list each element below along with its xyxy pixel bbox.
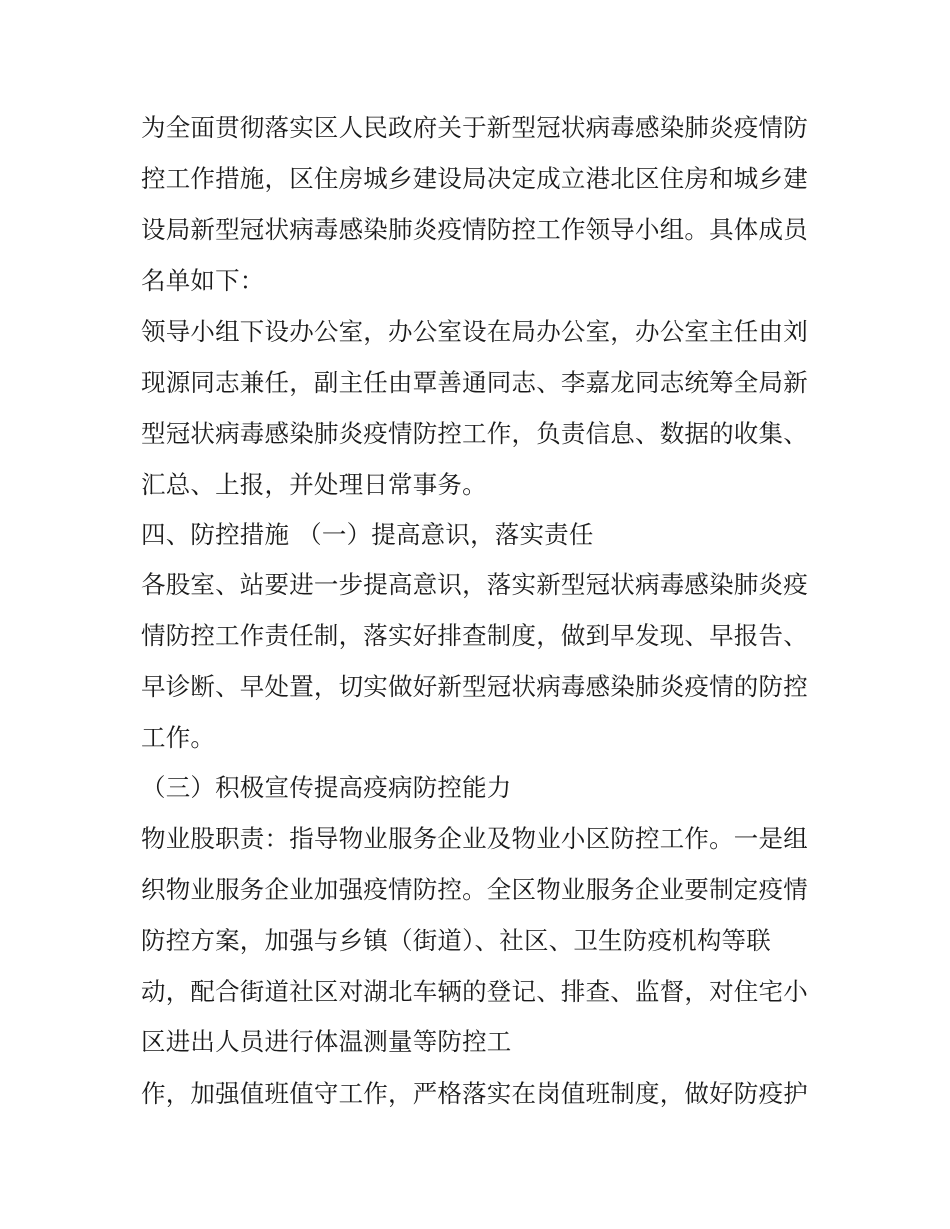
- section-heading: 四、防控措施 （一）提高意识，落实责任: [141, 520, 594, 549]
- text-line: 名单如下：: [141, 266, 265, 295]
- text-line: 设局新型冠状病毒感染肺炎疫情防控工作领导小组。具体成员: [141, 215, 808, 244]
- text-line: 作，加强值班值守工作，严格落实在岗值班制度，做好防疫护: [141, 1079, 808, 1108]
- text-line: 为全面贯彻落实区人民政府关于新型冠状病毒感染肺炎疫情防: [141, 113, 808, 142]
- text-line: 领导小组下设办公室，办公室设在局办公室，办公室主任由刘: [141, 317, 808, 346]
- text-line: 型冠状病毒感染肺炎疫情防控工作，负责信息、数据的收集、: [141, 419, 808, 448]
- text-line: 各股室、站要进一步提高意识，落实新型冠状病毒感染肺炎疫: [141, 570, 808, 599]
- text-line: 现源同志兼任，副主任由覃善通同志、李嘉龙同志统筹全局新: [141, 368, 808, 397]
- text-line: 动，配合街道社区对湖北车辆的登记、排查、监督，对住宅小: [141, 977, 808, 1006]
- section-heading: （三）积极宣传提高疫病防控能力: [141, 773, 512, 802]
- text-line: 防控方案，加强与乡镇（街道）、社区、卫生防疫机构等联: [141, 926, 771, 955]
- text-line: 区进出人员进行体温测量等防控工: [141, 1027, 512, 1056]
- text-line: 织物业服务企业加强疫情防控。全区物业服务企业要制定疫情: [141, 875, 808, 904]
- text-line: 物业股职责：指导物业服务企业及物业小区防控工作。一是组: [141, 824, 808, 853]
- text-line: 控工作措施，区住房城乡建设局决定成立港北区住房和城乡建: [141, 164, 808, 193]
- text-line: 早诊断、早处置，切实做好新型冠状病毒感染肺炎疫情的防控: [141, 672, 808, 701]
- text-line: 工作。: [141, 723, 216, 752]
- text-line: 情防控工作责任制，落实好排查制度，做到早发现、早报告、: [141, 621, 808, 650]
- text-line: 汇总、上报，并处理日常事务。: [141, 470, 487, 499]
